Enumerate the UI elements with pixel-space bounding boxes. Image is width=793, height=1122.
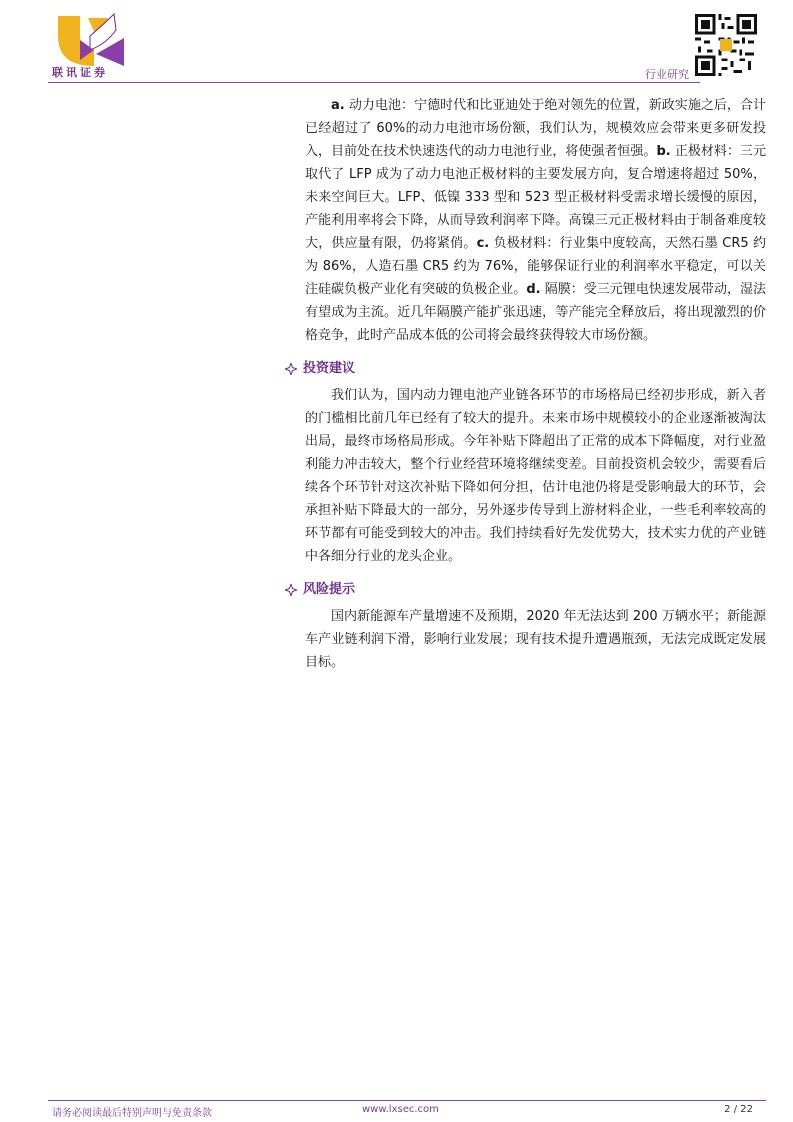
header-divider	[48, 82, 700, 83]
text-run: CR5	[422, 259, 450, 274]
section-heading-investment	[285, 357, 766, 380]
text-run: CR5	[722, 236, 749, 251]
qr-code-icon	[695, 14, 757, 76]
text-run: 的动力电池市场份额，我们认为，规模效应会带来更多研发投入，目前处在技术快速迭代的动力电池行业，将使强者恒强。	[305, 121, 766, 159]
text-run: 成为了动力电池正极材料的主要发展方向，复合增速将超过	[371, 167, 724, 182]
text-run: 正极材料：三元取代了	[305, 144, 766, 182]
text-run: ，人造石墨	[351, 259, 423, 274]
text-run: 约为	[449, 259, 485, 274]
company-logo-text: 联讯证券	[52, 66, 108, 79]
diamond-bullet-icon	[285, 363, 297, 375]
page-header	[0, 0, 793, 92]
text-run: 523	[524, 190, 550, 205]
text-run: LFP	[349, 167, 372, 182]
report-type-label: 行业研究	[645, 68, 689, 81]
item-marker: c.	[476, 236, 490, 251]
text-run: 动力电池：宁德时代和比亚迪处于绝对领先的位置，新政实施之后，合计已经超过了	[305, 98, 766, 136]
text-run: 型正极材料受需求增长缓慢的原因，产能利用率将会下降，从而导致利润率下降。高镍三元正极材料由于制备难度较大，供应量有限，仍将紧俏。	[305, 190, 766, 251]
footer-disclaimer: 请务必阅读最后特别声明与免责条款	[52, 1108, 212, 1119]
text-run: LFP	[397, 190, 421, 205]
text-run: 200	[632, 609, 658, 624]
text-run: 、低镍	[420, 190, 465, 205]
text-run: 国内新能源车产量增速不及预期，	[331, 609, 527, 624]
diamond-bullet-icon	[285, 584, 297, 596]
footer-website-link[interactable]: www.lxsec.com	[362, 1104, 439, 1115]
text-run: 负极材料：行业集中度较高，天然石墨	[489, 236, 723, 251]
industry-analysis-paragraph	[305, 94, 766, 347]
item-marker: d.	[526, 282, 541, 297]
text-run: 86%	[322, 259, 352, 274]
text-run: 年无法达到	[559, 609, 633, 624]
section-heading-risk	[285, 578, 766, 601]
text-run: 60%	[376, 121, 406, 136]
text-run: ，未来空间巨大。	[305, 167, 766, 205]
text-run: 约为	[305, 236, 766, 274]
item-marker: a.	[331, 98, 345, 113]
text-run: 76%	[484, 259, 514, 274]
main-content	[305, 94, 766, 674]
section-heading-text: 风险提示	[303, 582, 356, 597]
investment-advice-paragraph: 我们认为，国内动力锂电池产业链各环节的市场格局已经初步形成，新入者的门槛相比前几年已经有了较大的提升。未来市场中规模较小的企业逐渐被淘汰出局，最终市场格局形成。今年补贴下降超出了正常的成本下降幅度，对行业盈利能力冲击较大，整个行业经营环境将继续变差。目前投资机会较少，需要看后续各个环节针对这次补贴下降如何分担，估计电池仍将是受影响最大的环节，会承担补贴下降最大的一部分，另外逐步传导到上游材料企业，一些毛利率较高的环节都有可能受到较大的冲击。我们持续看好先发优势大，技术实力优的产业链中各细分行业的龙头企业。	[305, 388, 766, 564]
text-run: 万辆水平；新能源车产业链利润下滑，影响行业发展；现有技术提升遭遇瓶颈，无法完成既定发展目标。	[305, 609, 766, 670]
item-marker: b.	[656, 144, 671, 159]
text-run: 隔膜：受三元锂电快速发展带动，湿法有望成为主流。近几年隔膜产能扩张迅速，等产能完全释放后，将出现激烈的价格竞争，此时产品成本低的公司将会最终获得较大市场份额。	[305, 282, 766, 343]
text-run: 型和	[489, 190, 525, 205]
page-number: 2 / 22	[724, 1104, 753, 1115]
text-run: 2020	[526, 609, 560, 624]
text-run: 333	[464, 190, 490, 205]
risk-warning-paragraph	[305, 605, 766, 674]
section-heading-text: 投资建议	[303, 361, 356, 376]
text-run: ，能够保证行业的利润率水平稳定，可以关注硅碳负极产业化有突破的负极企业。	[305, 259, 766, 297]
text-run: 50%	[723, 167, 753, 182]
footer-divider	[48, 1100, 766, 1101]
